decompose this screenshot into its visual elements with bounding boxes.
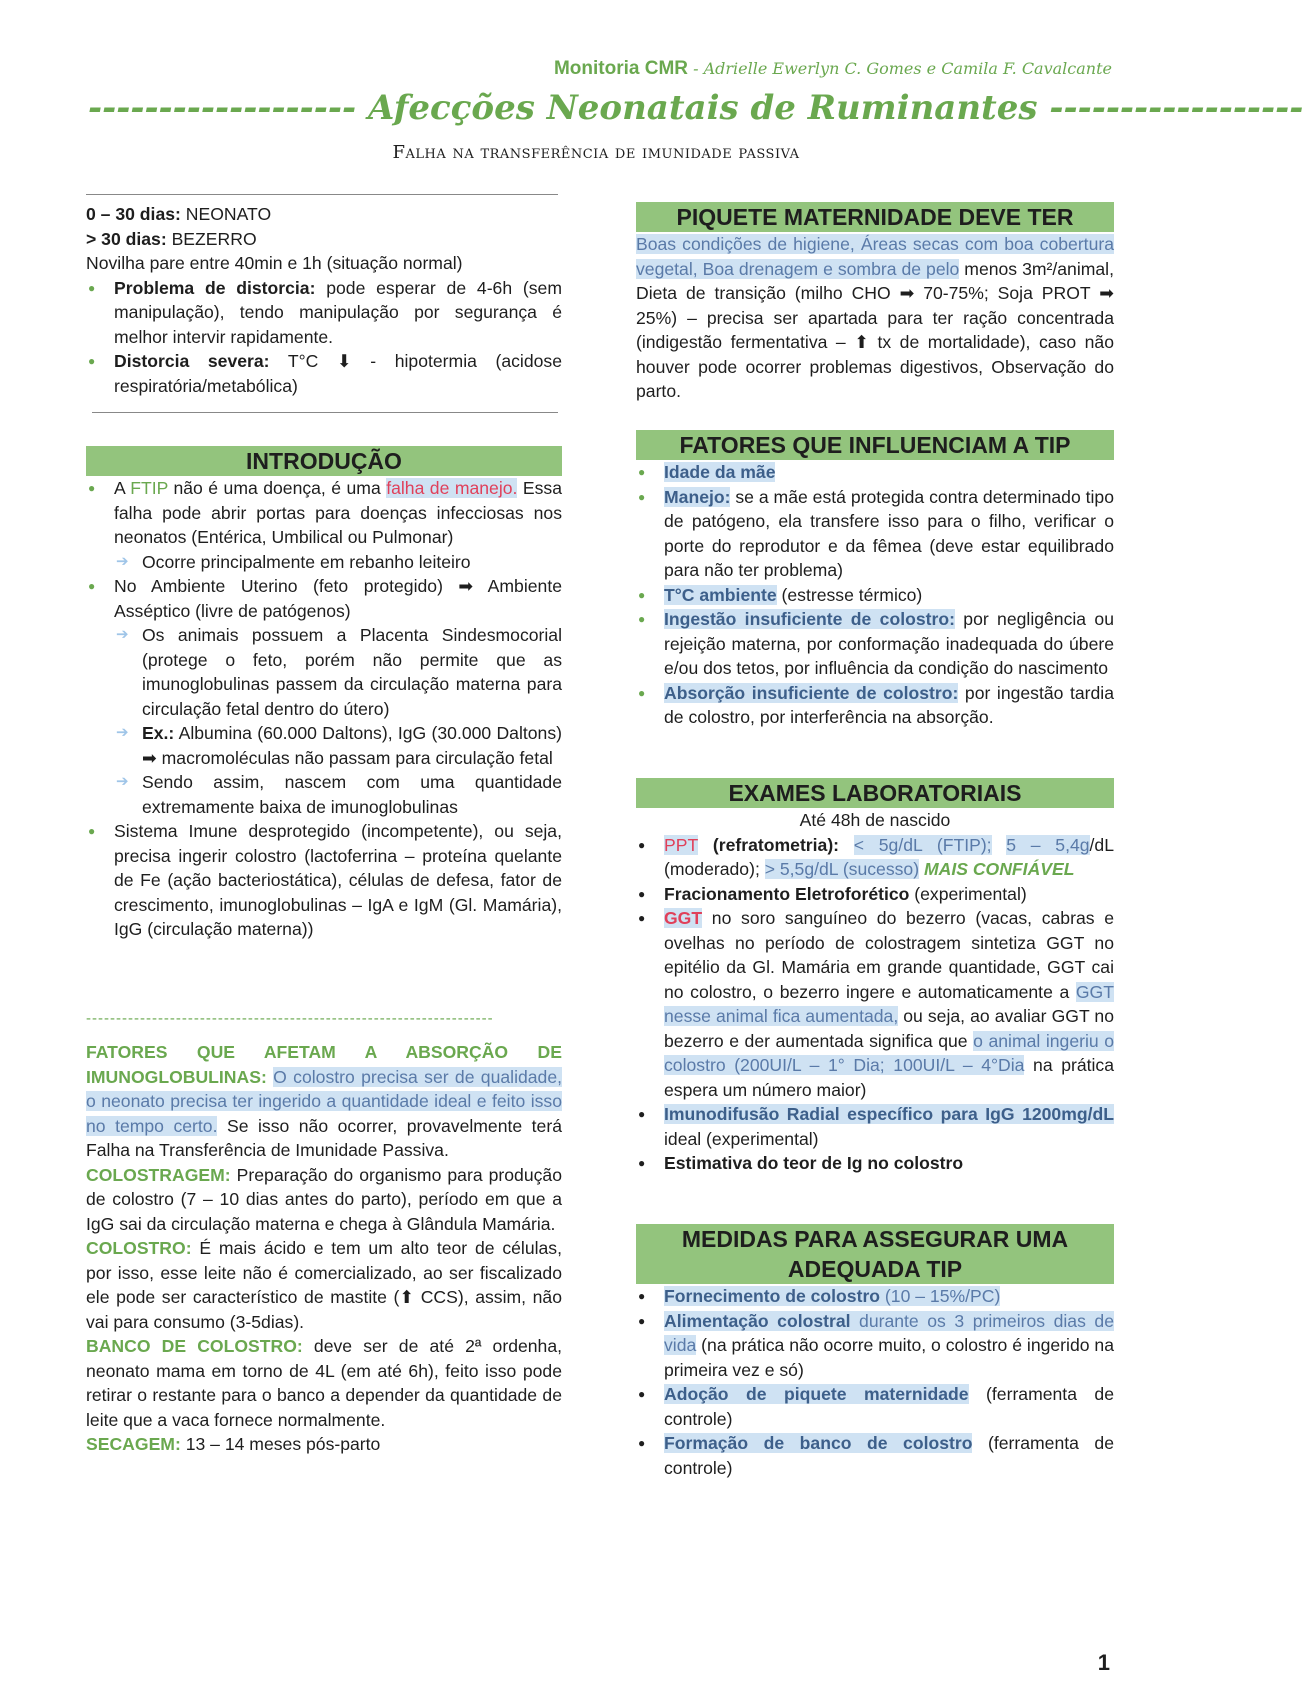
left-column <box>86 202 562 398</box>
label-bezerro: > 30 dias: <box>86 228 167 249</box>
item-text: pode esperar de 4-6h (sem manipulação), tendo manipulação por segurança é melhor intervir rapidamente. <box>114 277 562 347</box>
fatores-tip-heading: FATORES QUE INFLUENCIAM A TIP <box>636 430 1114 460</box>
text-bezerro: BEZERRO <box>166 228 257 249</box>
fatores-absorcao-section <box>86 1040 562 1457</box>
item-label: Problema de distorcia: <box>114 277 316 298</box>
sub-list <box>114 623 562 819</box>
fatores-paragraph <box>86 1040 562 1163</box>
item-text: (ferramenta de controle) <box>664 1384 1115 1429</box>
ppt-term: PPT <box>664 834 699 855</box>
banco-paragraph <box>86 1334 562 1432</box>
text-neonato: NEONATO <box>180 204 272 224</box>
colostragem-paragraph <box>86 1163 562 1237</box>
text: deve ser de até 2ª ordenha, neonato mama em torno de 4L (em até 6h), feito isso pode retirar o restante para o banco a depender da quantidade de leite que a vaca fornece normalmente. <box>86 1336 563 1430</box>
list-item <box>636 1284 1114 1309</box>
text: 13 – 14 meses pós-parto <box>180 1434 381 1454</box>
highlight: O colostro precisa ser de qualidade, o neonato precisa ter ingerido a quantidade ideal e feito isso no tempo certo. <box>86 1066 563 1136</box>
text: menos 3m²/animal, Dieta de transição (milho CHO ➡ 70-75%; Soja PROT ➡ 25%) – precisa ser apartada para ter ração concentrada (indigestão fermentativa – ⬆ tx de mortalidade), caso não houver pode ocorrer problemas digestivos, Observação do parto. <box>636 258 1114 401</box>
header-credits <box>0 58 1112 80</box>
item-label: Distorcia severa: <box>114 351 270 371</box>
exames-section <box>636 778 1114 1176</box>
list-item: ● Sistema Imune desprotegido (incompetente), ou seja, precisa ingerir colostro (lactoferrina – proteína quelante de Fe (ação bacteriostática), células de defesa, fator de crescimento, imunoglobulinas – IgA e IgM (Gl. Mamária), IgG (circulação materna)) <box>86 819 562 942</box>
banco-label: BANCO DE COLOSTRO: <box>86 1336 303 1356</box>
item-text: na prática espera um número maior) <box>664 1055 1114 1100</box>
fatores-tip-section <box>636 430 1114 730</box>
item-text: (estresse térmico) <box>776 584 923 605</box>
item-text: ou seja, ao avaliar GGT no bezerro e der aumentada significa que <box>664 1006 1114 1051</box>
exames-list <box>636 833 1114 1176</box>
mais-confiavel: MAIS CONFIÁVEL <box>919 859 1075 879</box>
item-label: (refratometria): <box>698 834 840 855</box>
colostro-paragraph <box>86 1236 562 1334</box>
separator: - <box>688 59 704 78</box>
falha-highlight: falha de manejo. <box>386 478 518 498</box>
text: Preparação do organismo para produção de colostro (7 – 10 dias antes do parto), período em que a IgG sai da circulação materna e chega à Glândula Mamária. <box>86 1164 562 1234</box>
list-item <box>636 1102 1114 1151</box>
item-label: Alimentação colostral <box>664 1310 851 1331</box>
divider <box>92 412 558 413</box>
item-text: no soro sanguíneo do bezerro (vacas, cabras e ovelhas no período de colostragem sintetiza GGT no epitélio da Gl. Mamária em grande quantidade, GGT cai no colostro, o bezerro ingere e automaticamente a <box>664 908 1114 1002</box>
item-label: Formação de banco de colostro <box>664 1433 973 1453</box>
list-item <box>636 1382 1114 1431</box>
list-item <box>86 349 562 398</box>
piquete-section <box>636 202 1114 404</box>
item-label: Imunodifusão Radial específico para IgG 1200mg/dL <box>664 1104 1114 1124</box>
highlight: < 5g/dL (FTIP); <box>853 834 992 855</box>
sub-item: ➔ Sendo assim, nascem com uma quantidade extremamente baixa de imunoglobulinas <box>114 770 562 819</box>
list-item <box>636 681 1114 730</box>
item-label: Idade da mãe <box>664 462 776 482</box>
item-text: T°C ⬇ - hipotermia (acidose respiratória/metabólica) <box>114 351 562 396</box>
distorcia-list <box>86 276 562 399</box>
text: Se isso não ocorrer, provavelmente terá Falha na Transferência de Imunidade Passiva. <box>86 1115 562 1160</box>
piquete-paragraph <box>636 232 1114 404</box>
list-item <box>636 1431 1114 1480</box>
item-label: Adoção de piquete maternidade <box>664 1384 969 1404</box>
colostragem-label: COLOSTRAGEM: <box>86 1164 231 1185</box>
colostro-label: COLOSTRO: <box>86 1238 192 1258</box>
item-label: Ex.: <box>142 723 175 743</box>
sub-item <box>114 721 562 770</box>
text: No Ambiente Uterino (feto protegido) ➡ Ambiente Asséptico (livre de patógenos) <box>114 576 562 621</box>
monitoria-label: Monitoria CMR <box>553 58 689 79</box>
item-text: (na prática não ocorre muito, o colostro é ingerido na primeira vez e só) <box>664 1335 1114 1380</box>
list-item <box>636 485 1114 583</box>
list-item <box>86 276 562 350</box>
piquete-heading: PIQUETE MATERNIDADE DEVE TER <box>636 202 1114 232</box>
item-text: ideal (experimental) <box>664 1128 819 1149</box>
dashed-divider: -------------------------------------------------------------------- <box>86 1010 494 1027</box>
page-number: 1 <box>1097 1650 1110 1675</box>
line-neonato <box>86 202 562 227</box>
fatores-tip-list <box>636 460 1114 730</box>
introducao-section <box>86 446 562 942</box>
list-item <box>636 882 1114 907</box>
highlight: Boas condições de higiene, Áreas secas com boa cobertura vegetal, Boa drenagem e sombra de pelo <box>636 234 1114 279</box>
ftip-term: FTIP <box>130 478 169 498</box>
list-item <box>636 460 1114 485</box>
text: A <box>114 478 131 498</box>
highlight: durante os 3 primeiros dias de vida <box>664 1310 1114 1355</box>
subtitle: Falha na transferência de imunidade passiva <box>392 142 800 163</box>
item-text: Albumina (60.000 Daltons), IgG (30.000 Daltons) ➡ macromoléculas não passam para circulação fetal <box>142 723 562 768</box>
highlight: o animal ingeriu o colostro (200UI/L – 1° Dia; 100UI/L – 4°Dia <box>664 1030 1114 1075</box>
sub-list <box>114 550 562 575</box>
list-item <box>636 1151 1114 1176</box>
page-title <box>88 88 1303 128</box>
label-neonato: 0 – 30 dias: <box>86 204 181 224</box>
sub-item: ➔ Os animais possuem a Placenta Sindesmocorial (protege o feto, porém não permite que as imunoglobulinas passem da circulação materna para circulação fetal dentro do útero) <box>114 623 562 721</box>
item-text: /dL (moderado); <box>664 834 1115 879</box>
line-novilha: Novilha pare entre 40min e 1h (situação normal) <box>86 253 463 273</box>
text: Essa falha pode abrir portas para doenças infecciosas nos neonatos (Entérica, Umbilical ou Pulmonar) <box>114 478 563 547</box>
sub-item: ➔ Ocorre principalmente em rebanho leiteiro <box>114 550 562 575</box>
medidas-heading: MEDIDAS PARA ASSEGURAR UMA ADEQUADA TIP <box>636 1224 1114 1284</box>
fatores-label: FATORES QUE AFETAM A ABSORÇÃO DE IMUNOGLOBULINAS: <box>86 1042 562 1087</box>
medidas-list <box>636 1284 1114 1480</box>
exames-subtitle: Até 48h de nascido <box>799 810 951 830</box>
secagem-label: SECAGEM: <box>86 1434 181 1454</box>
title-dashes-right: ------------------ <box>1049 88 1303 128</box>
list-item <box>636 833 1114 882</box>
medidas-section <box>636 1224 1114 1480</box>
item-text: se a mãe está protegida contra determinado tipo de patógeno, ela transfere isso para o filho, verificar o porte do reprodutor e da fêmea (deve estar equilibrado para não ter problema) <box>664 486 1114 580</box>
exames-heading: EXAMES LABORATORIAIS <box>636 778 1114 808</box>
item-text: (ferramenta de controle) <box>664 1433 1114 1478</box>
authors: Adrielle Ewerlyn C. Gomes e Camila F. Cavalcante <box>703 59 1112 78</box>
highlight: > 5,5g/dL (sucesso) <box>764 859 920 879</box>
item-label: Absorção insuficiente de colostro: <box>664 682 959 703</box>
list-item <box>636 583 1114 608</box>
item-label: T°C ambiente <box>664 584 777 605</box>
item-text: por ingestão tardia de colostro, por interferência na absorção. <box>664 682 1114 727</box>
list-item <box>636 1309 1114 1383</box>
ggt-term: GGT <box>664 908 703 928</box>
title-text: Afecções Neonatais de Ruminantes <box>367 88 1038 128</box>
item-text: por negligência ou rejeição materna, por conformação inadequada do úbere e/ou dos tetos, por influência da condição do nascimento <box>664 609 1114 678</box>
item-text: (10 – 15%/PC) <box>880 1286 1001 1306</box>
item-label: Fracionamento Eletroforético <box>664 883 910 904</box>
text: não é uma doença, é uma <box>168 478 387 498</box>
item-label: Ingestão insuficiente de colostro: <box>664 609 955 629</box>
list-item <box>86 574 562 819</box>
text: É mais ácido e tem um alto teor de células, por isso, esse leite não é comercializado, ao ser fiscalizado ele pode ser característico de mastite (⬆ CCS), assim, não vai para consumo (3-5dias). <box>86 1238 562 1332</box>
title-dashes-left: ------------------- <box>88 88 357 128</box>
divider <box>86 194 558 195</box>
highlight: 5 – 5,4g <box>1006 834 1090 855</box>
item-label: Estimativa do teor de Ig no colostro <box>664 1153 964 1173</box>
intro-box <box>86 202 562 398</box>
introducao-list <box>86 476 562 942</box>
secagem-paragraph <box>86 1432 562 1457</box>
highlight: GGT nesse animal fica aumentada, <box>664 981 1114 1026</box>
list-item <box>636 906 1114 1102</box>
line-bezerro <box>86 227 562 252</box>
item-text: (experimental) <box>909 883 1027 904</box>
introducao-heading: INTRODUÇÃO <box>86 446 562 476</box>
item-label: Manejo: <box>664 486 731 507</box>
list-item <box>636 607 1114 681</box>
item-label: Fornecimento de colostro <box>664 1286 881 1306</box>
list-item <box>86 476 562 574</box>
